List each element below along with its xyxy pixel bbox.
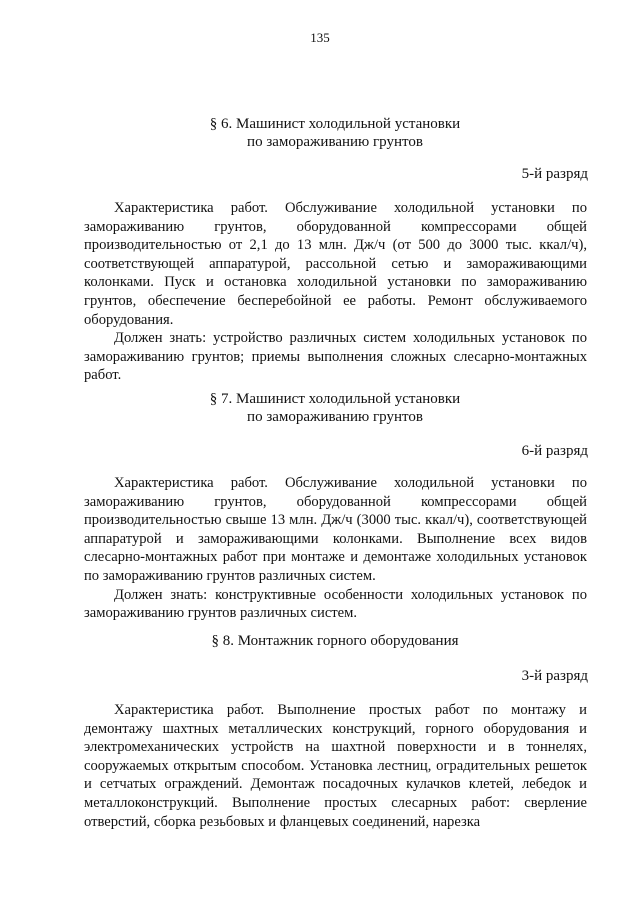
section-8-grade: 3-й разряд <box>521 668 588 684</box>
section-8-title-line1: § 8. Монтажник горного оборудования <box>211 633 459 649</box>
section-6-title-line1: § 6. Машинист холодильной установки <box>209 116 461 132</box>
section-7-title-line2: по замораживанию грунтов <box>247 409 423 425</box>
section-7-title <box>40 390 630 426</box>
section-6-title <box>40 115 630 151</box>
page-number: 135 <box>310 30 330 45</box>
section-7-characteristics: Характеристика работ. Обслуживание холодильной установки по замораживанию грунтов, оборудованной компрессорами общей производительностью свыше 13 млн. Дж/ч (3000 тыс. ккал/ч), соответствующей аппаратурой и замораживающими колонками. Выполнение всех видов слесарно-монтажных работ при монтаже и демонтаже холодильных установок по замораживанию грунтов различных систем. <box>84 475 587 584</box>
section-7-body <box>84 474 587 623</box>
section-6-characteristics: Характеристика работ. Обслуживание холодильной установки по замораживанию грунтов, оборудованной компрессорами общей производительностью от 2,1 до 13 млн. Дж/ч (от 500 до 3000 тыс. ккал/ч), соответствующей аппаратурой, рассольной сетью и замораживающими колонками. Пуск и остановка холодильной установки по замораживанию грунтов, обеспечение бесперебойной ее работы. Ремонт обслуживаемого оборудования. <box>84 200 587 328</box>
section-6-title-line2: по замораживанию грунтов <box>247 134 423 150</box>
section-8-body <box>84 701 587 831</box>
section-6-body <box>84 199 587 385</box>
section-6-grade: 5-й разряд <box>521 166 588 182</box>
section-8-title <box>40 632 630 650</box>
section-7-title-line1: § 7. Машинист холодильной установки <box>209 391 461 407</box>
section-7-must-know: Должен знать: конструктивные особенности холодильных установок по замораживанию грунтов различных систем. <box>84 586 587 622</box>
section-8-characteristics: Характеристика работ. Выполнение простых работ по монтажу и демонтажу шахтных металлических конструкций, горного оборудования и электромеханических устройств на шахтной поверхности и в тоннелях, сооружаемых открытым способом. Установка лестниц, оградительных решеток и сетчатых ограждений. Демонтаж посадочных кулачков клетей, лебедок и металлоконструкций. Выполнение простых слесарных работ: сверление отверстий, сборка резьбовых и фланцевых соединений, нарезка <box>84 702 587 830</box>
section-7-grade: 6-й разряд <box>521 443 588 459</box>
section-6-must-know: Должен знать: устройство различных систем холодильных установок по замораживанию грунтов; приемы выполнения сложных слесарно-монтажных работ. <box>84 330 587 384</box>
